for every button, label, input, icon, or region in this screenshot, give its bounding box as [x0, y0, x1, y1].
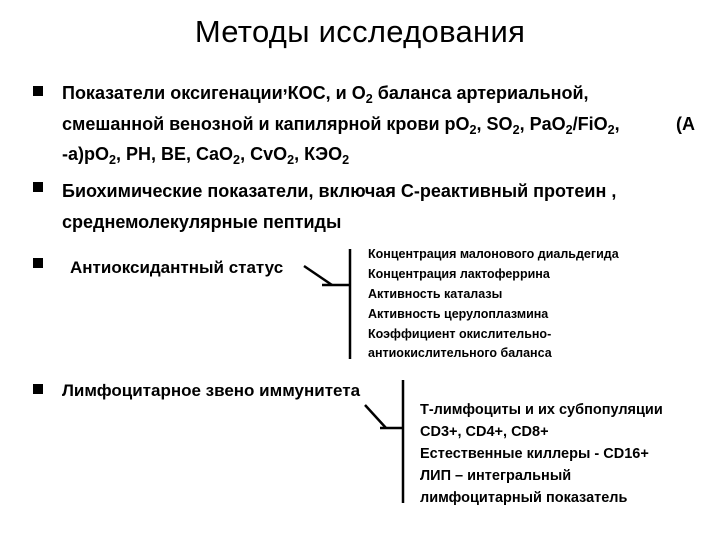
text-fragment: , SO	[476, 114, 513, 134]
text-fragment: /FiO	[572, 114, 608, 134]
antioxidant-item: Активность церулоплазмина	[368, 307, 549, 321]
lymphocyte-item: Естественные киллеры - CD16+	[420, 446, 649, 462]
slide-title: Методы исследования	[194, 14, 526, 49]
lymphocyte-item: лимфоцитарный показатель	[420, 490, 628, 506]
text-fragment: , КЭО	[294, 144, 343, 164]
antioxidant-item: Концентрация малонового диальдегида	[368, 247, 619, 261]
text-fragment: Показатели оксигенации	[62, 83, 283, 103]
bullet-1-line-2-end: (A	[676, 114, 695, 134]
bullet-2-line-1: Биохимические показатели, включая С-реактивный протеин ,	[62, 181, 617, 201]
subscript: 2	[342, 153, 350, 167]
subscript: 2	[365, 92, 373, 106]
antioxidant-status-label: Антиоксидантный статус	[70, 258, 284, 277]
text-fragment: смешанной венозной и капилярной крови pO	[62, 114, 470, 134]
text-fragment: ,	[282, 76, 288, 96]
text-fragment: КОС, и О	[287, 83, 366, 103]
subscript: 2	[512, 123, 520, 137]
subscript: 2	[565, 123, 573, 137]
text-fragment: -a)pO	[62, 144, 109, 164]
subscript: 2	[607, 123, 615, 137]
antioxidant-item: антиокислительного баланса	[368, 346, 552, 360]
lymphocyte-label: Лимфоцитарное звено иммунитета	[62, 381, 361, 400]
subscript: 2	[233, 153, 241, 167]
subscript: 2	[469, 123, 477, 137]
lymphocyte-connector-diagonal	[365, 405, 386, 428]
text-fragment: баланса артериальной,	[372, 83, 589, 103]
text-fragment: , PaO	[519, 114, 566, 134]
antioxidant-item: Концентрация лактоферрина	[368, 267, 550, 281]
text-fragment: , CvO	[240, 144, 288, 164]
lymphocyte-item: ЛИП – интегральный	[420, 468, 572, 484]
lymphocyte-item: CD3+, CD4+, CD8+	[420, 424, 549, 440]
antioxidant-item: Активность каталазы	[368, 287, 503, 301]
text-fragment: ,	[614, 114, 620, 134]
subscript: 2	[109, 153, 117, 167]
subscript: 2	[287, 153, 295, 167]
bullet-2-line-2: среднемолекулярные пептиды	[62, 212, 342, 232]
antioxidant-connector-diagonal	[304, 266, 332, 285]
lymphocyte-item: Т-лимфоциты и их субпопуляции	[420, 402, 663, 418]
antioxidant-item: Коэффициент окислительно-	[368, 327, 552, 341]
text-fragment: , PH, BE, CaO	[116, 144, 234, 164]
